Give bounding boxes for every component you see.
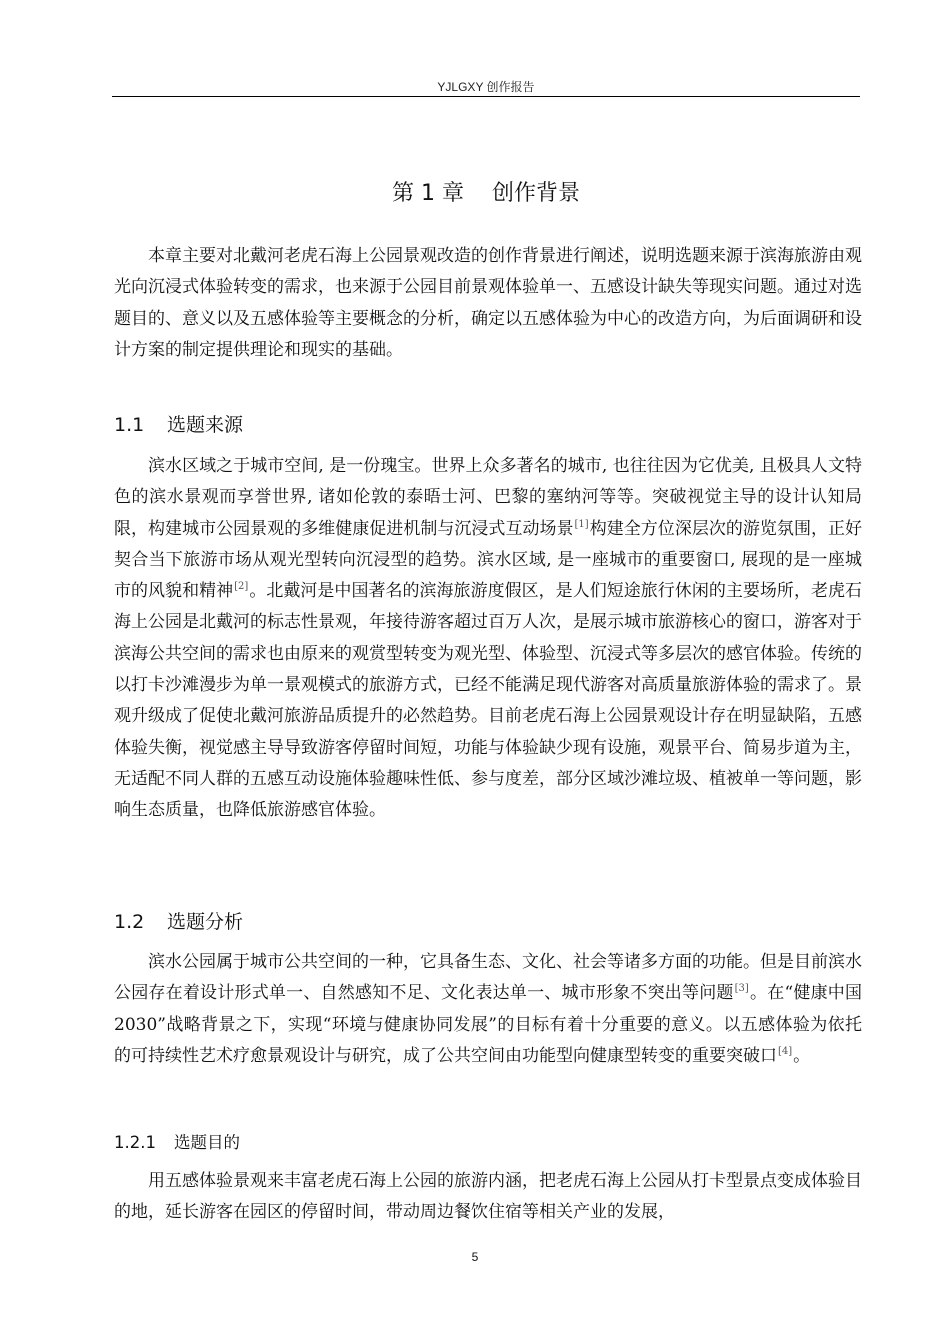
section-1-2-paragraph xyxy=(114,947,862,1072)
section-title: 选题分析 xyxy=(167,911,244,933)
citation-2: [2] xyxy=(234,581,249,593)
header-divider xyxy=(112,96,860,97)
section-heading-1-1 xyxy=(114,410,243,437)
section-1-1-paragraph xyxy=(114,451,862,827)
text-run: 构建全方位深层次的游览氛围，正好契合当下旅游市场从观光型转向沉浸型的趋势。滨水区域, 是一座城市的重要窗口, 展现的是一座城市的风貌和精神 xyxy=(114,518,863,602)
text-run: 。 xyxy=(793,1045,811,1066)
text-run: 滨水公园属于城市公共空间的一种，它具备生态、文化、社会等诸多方面的功能。但是目前滨水公园存在着设计形式单一、自然感知不足、文化表达单一、城市形象不突出等问题 xyxy=(114,952,862,1004)
section-heading-1-2 xyxy=(114,907,243,934)
chapter-number: 第 1 章 xyxy=(392,181,464,206)
citation-3: [3] xyxy=(734,983,749,995)
chapter-title xyxy=(112,176,860,207)
chapter-name: 创作背景 xyxy=(491,181,580,206)
text-run: 。在“健康中国 2030”战略背景之下，实现“环境与健康协同发展”的目标有着十分重要的意义。以五感体验为依托的可持续性艺术疗愈景观设计与研究，成了公共空间由功能型向健康型转变的重要突破口 xyxy=(114,983,862,1066)
page-number: 5 xyxy=(471,1250,479,1264)
citation-4: [4] xyxy=(778,1045,793,1057)
subsection-1-2-1-paragraph: 用五感体验景观来丰富老虎石海上公园的旅游内涵，把老虎石海上公园从打卡型景点变成体验目的地，延长游客在园区的停留时间，带动周边餐饮住宿等相关产业的发展， xyxy=(114,1171,862,1223)
chapter-intro-paragraph: 本章主要对北戴河老虎石海上公园景观改造的创作背景进行阐述，说明选题来源于滨海旅游由观光向沉浸式体验转变的需求，也来源于公园目前景观体验单一、五感设计缺失等现实问题。通过对选题目的、意义以及五感体验等主要概念的分析，确定以五感体验为中心的改造方向，为后面调研和设计方案的制定提供理论和现实的基础。 xyxy=(114,246,862,360)
section-number: 1.2 xyxy=(114,911,145,933)
citation-1: [1] xyxy=(574,518,589,530)
running-header: YJLGXY 创作报告 xyxy=(437,80,535,94)
subsection-heading-1-2-1 xyxy=(114,1129,240,1153)
text-run: 。北戴河是中国著名的滨海旅游度假区，是人们短途旅行休闲的主要场所，老虎石海上公园是北戴河的标志性景观，年接待游客超过百万人次，是展示城市旅游核心的窗口，游客对于滨海公共空间的需求也由原来的观赏型转变为观光型、体验型、沉浸式等多层次的感官体验。传统的以打卡沙滩漫步为单一景观模式的旅游方式，已经不能满足现代游客对高质量旅游体验的需求了。景观升级成了促使北戴河旅游品质提升的必然趋势。目前老虎石海上公园景观设计存在明显缺陷，五感体验失衡，视觉感主导导致游客停留时间短，功能与体验缺少现有设施，观景平台、简易步道为主，无适配不同人群的五感互动设施体验趣味性低、参与度差，部分区域沙滩垃圾、植被单一等问题，影响生态质量，也降低旅游感官体验。 xyxy=(114,581,863,821)
section-title: 选题来源 xyxy=(167,414,244,436)
section-number: 1.1 xyxy=(114,414,145,436)
subsection-title: 选题目的 xyxy=(174,1133,240,1152)
subsection-number: 1.2.1 xyxy=(114,1133,156,1152)
text-run: 滨水区域之于城市空间, 是一份瑰宝。世界上众多著名的城市, 也往往因为它优美, 且极具人文特色的滨水景观而享誉世界, 诸如伦敦的泰晤士河、巴黎的塞纳河等等。突破视觉主导的设计认知局限，构建城市公园景观的多维健康促进机制与沉浸式互动场景 xyxy=(114,456,862,539)
